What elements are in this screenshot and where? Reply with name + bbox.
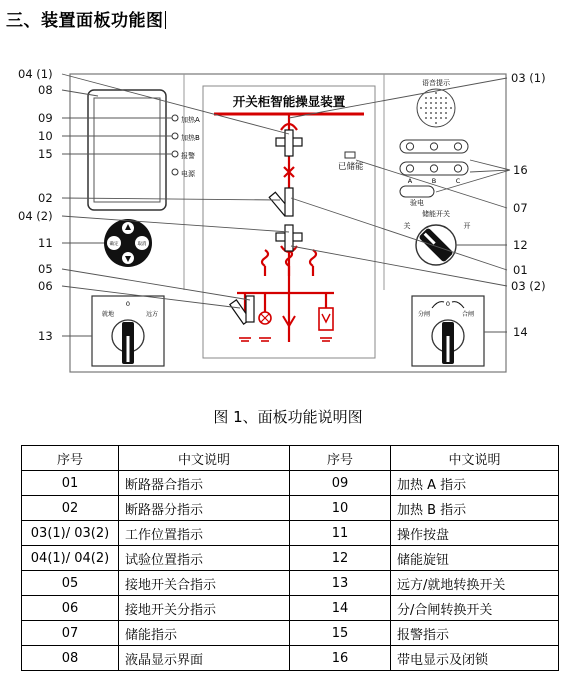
callout-03-1: 03 (1) xyxy=(511,71,546,85)
indicator-power-light xyxy=(172,169,178,175)
indicator-heat-a-label: 加热A xyxy=(181,116,200,124)
row-number: 07 xyxy=(22,621,119,646)
table-row xyxy=(22,596,559,621)
callout-04-1: 04 (1) xyxy=(18,67,53,81)
stored-energy-label: 已储能 xyxy=(338,162,364,172)
storage-switch-title: 储能开关 xyxy=(422,210,450,218)
header-description: 中文说明 xyxy=(119,446,290,471)
speaker-hole xyxy=(435,117,437,119)
surge-arrester-box xyxy=(319,308,333,330)
indicator-heat-b-label: 加热B xyxy=(181,134,200,142)
indicator-alarm-label: 报警 xyxy=(181,152,195,160)
speaker-hole xyxy=(435,112,437,114)
indicator-power-label: 电源 xyxy=(181,170,195,178)
speaker-hole xyxy=(440,97,442,99)
keypad-cancel-label: 取消 xyxy=(137,242,147,247)
speaker-hole xyxy=(425,107,427,109)
row-description: 报警指示 xyxy=(391,621,559,646)
phase-label-b: B xyxy=(431,177,437,185)
row-description: 储能指示 xyxy=(119,621,290,646)
row-number: 12 xyxy=(290,546,391,571)
callout-13: 13 xyxy=(38,329,53,343)
speaker-hole xyxy=(430,102,432,104)
figure-caption: 图 1、面板功能说明图 xyxy=(213,408,363,426)
row-description: 断路器合指示 xyxy=(119,471,290,496)
row-description: 断路器分指示 xyxy=(119,496,290,521)
speaker-hole xyxy=(435,92,437,94)
table-row xyxy=(22,646,559,671)
phase-label-a: A xyxy=(407,177,413,185)
row-description: 远方/就地转换开关 xyxy=(391,571,559,596)
speaker-grille xyxy=(417,89,455,127)
speaker-hole xyxy=(450,107,452,109)
lcd-screen xyxy=(94,98,160,202)
section-heading-text: 三、装置面板功能图 xyxy=(6,11,164,31)
remote-knob-stripe xyxy=(127,336,130,362)
stored-energy-lamp xyxy=(345,152,355,158)
electroscope-label: 验电 xyxy=(410,199,424,207)
table-row xyxy=(22,496,559,521)
keypad-confirm-label: 确定 xyxy=(109,242,119,247)
speaker-hole xyxy=(440,107,442,109)
indicator-heat-a-light xyxy=(172,115,178,121)
row-description: 试验位置指示 xyxy=(119,546,290,571)
table-header-row xyxy=(22,446,559,471)
row-number: 02 xyxy=(22,496,119,521)
callout-14: 14 xyxy=(513,325,528,339)
section-heading xyxy=(6,6,166,31)
row-number: 10 xyxy=(290,496,391,521)
open-close-zero: 0 xyxy=(445,300,451,308)
row-number: 11 xyxy=(290,521,391,546)
function-table xyxy=(21,445,559,671)
speaker-hole xyxy=(445,97,447,99)
lower-cross-v xyxy=(285,225,293,251)
speaker-hole xyxy=(425,102,427,104)
speaker-label: 语音提示 xyxy=(422,79,450,87)
callout-09: 09 xyxy=(38,111,53,125)
row-description: 接地开关分指示 xyxy=(119,596,290,621)
speaker-hole xyxy=(445,112,447,114)
row-description: 加热 B 指示 xyxy=(391,496,559,521)
speaker-hole xyxy=(445,117,447,119)
phase-lamp-3 xyxy=(454,143,461,150)
row-description: 加热 A 指示 xyxy=(391,471,559,496)
callout-10: 10 xyxy=(38,129,53,143)
header-description: 中文说明 xyxy=(391,446,559,471)
callout-12: 12 xyxy=(513,238,528,252)
row-description: 分/合闸转换开关 xyxy=(391,596,559,621)
storage-knob[interactable] xyxy=(416,225,456,265)
row-number: 15 xyxy=(290,621,391,646)
speaker-hole xyxy=(440,112,442,114)
callout-02: 02 xyxy=(38,191,53,205)
row-number: 13 xyxy=(290,571,391,596)
callout-01: 01 xyxy=(513,263,528,277)
speaker-hole xyxy=(435,97,437,99)
row-number: 04(1)/ 04(2) xyxy=(22,546,119,571)
operation-keypad[interactable] xyxy=(104,219,152,267)
table-row xyxy=(22,521,559,546)
callout-16: 16 xyxy=(513,163,528,177)
remote-switch-remote: 远方 xyxy=(146,311,159,318)
mimic-title: 开关柜智能操显装置 xyxy=(232,94,346,109)
row-number: 09 xyxy=(290,471,391,496)
open-close-open: 分闸 xyxy=(418,311,431,318)
breaker-closed-indicator xyxy=(285,188,293,216)
callout-05: 05 xyxy=(38,262,53,276)
speaker-hole xyxy=(435,122,437,124)
phase-lamp-2 xyxy=(430,143,437,150)
remote-switch-local: 就地 xyxy=(102,311,115,318)
speaker-hole xyxy=(440,117,442,119)
callout-04-2: 04 (2) xyxy=(18,209,53,223)
header-number: 序号 xyxy=(22,446,119,471)
speaker-hole xyxy=(430,117,432,119)
text-cursor xyxy=(165,11,166,29)
electroscope-button[interactable] xyxy=(400,186,434,197)
phase-select-b[interactable] xyxy=(430,165,437,172)
table-row xyxy=(22,571,559,596)
header-number: 序号 xyxy=(290,446,391,471)
storage-switch-on-label: 开 xyxy=(463,222,471,230)
speaker-hole xyxy=(425,117,427,119)
row-description: 储能旋钮 xyxy=(391,546,559,571)
speaker-hole xyxy=(435,107,437,109)
callout-07: 07 xyxy=(513,201,528,215)
row-number: 14 xyxy=(290,596,391,621)
speaker-hole xyxy=(420,107,422,109)
row-number: 06 xyxy=(22,596,119,621)
speaker-hole xyxy=(425,112,427,114)
callout-03-2: 03 (2) xyxy=(511,279,546,293)
speaker-hole xyxy=(430,97,432,99)
speaker-hole xyxy=(425,97,427,99)
storage-switch-off-label: 关 xyxy=(403,222,411,230)
callout-15: 15 xyxy=(38,147,53,161)
speaker-hole xyxy=(430,112,432,114)
panel-diagram xyxy=(0,60,576,400)
table-row xyxy=(22,621,559,646)
phase-label-c: C xyxy=(455,177,461,185)
indicator-heat-b-light xyxy=(172,133,178,139)
callout-11: 11 xyxy=(38,236,53,250)
row-number: 03(1)/ 03(2) xyxy=(22,521,119,546)
speaker-hole xyxy=(440,102,442,104)
row-number: 01 xyxy=(22,471,119,496)
speaker-hole xyxy=(445,107,447,109)
callout-08: 08 xyxy=(38,83,53,97)
row-description: 操作按盘 xyxy=(391,521,559,546)
speaker-hole xyxy=(445,102,447,104)
row-description: 液晶显示界面 xyxy=(119,646,290,671)
row-number: 16 xyxy=(290,646,391,671)
indicator-alarm-light xyxy=(172,151,178,157)
callout-06: 06 xyxy=(38,279,53,293)
open-close-knob-stripe xyxy=(447,336,450,362)
table-row xyxy=(22,546,559,571)
open-close-close: 合闸 xyxy=(462,311,475,318)
phase-select-a[interactable] xyxy=(406,165,413,172)
phase-select-c[interactable] xyxy=(454,165,461,172)
row-number: 08 xyxy=(22,646,119,671)
row-description: 接地开关合指示 xyxy=(119,571,290,596)
row-description: 带电显示及闭锁 xyxy=(391,646,559,671)
row-number: 05 xyxy=(22,571,119,596)
phase-lamp-1 xyxy=(406,143,413,150)
remote-switch-zero: 0 xyxy=(125,300,131,308)
speaker-hole xyxy=(435,102,437,104)
speaker-hole xyxy=(430,107,432,109)
row-description: 工作位置指示 xyxy=(119,521,290,546)
table-row xyxy=(22,471,559,496)
